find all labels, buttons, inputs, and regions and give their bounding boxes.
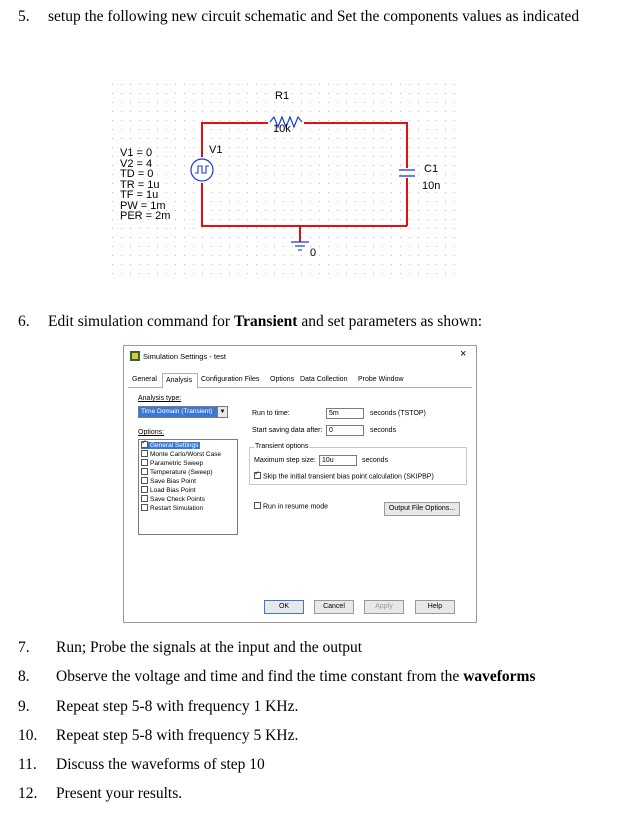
option-item[interactable] [141,469,213,476]
tab-configuration-files[interactable]: Configuration Files [201,376,260,383]
option-item[interactable] [141,442,200,449]
step-text: Repeat step 5-8 with frequency 1 KHz. [56,698,299,715]
tab-analysis-active[interactable] [162,373,198,389]
tab-probe-window[interactable]: Probe Window [358,376,404,383]
options-label: Options: [138,429,165,436]
skip-bias-label: Skip the initial transient bias point calculation (SKIPBP) [263,473,434,481]
step-10 [18,727,298,745]
v1-param: PER = 2m [120,210,171,222]
wire-ground [299,225,301,242]
step-text-bold: waveforms [463,668,536,685]
step-number: 5. [18,8,30,25]
r1-value: 10k [273,123,291,135]
step-12 [18,785,182,803]
analysis-type-value: Time Domain (Transient) [141,408,213,415]
step-number: 7. [18,639,30,656]
option-label: Save Check Points [150,496,205,504]
wire-top [201,122,407,124]
option-item[interactable] [141,496,205,503]
run-to-unit: seconds (TSTOP) [370,410,426,417]
step-number: 10. [18,727,38,744]
c1-name: C1 [424,163,439,175]
step-9 [18,698,298,716]
step-5 [18,8,579,26]
tab-options[interactable]: Options [270,376,295,383]
capacitor-icon [398,166,416,180]
option-item[interactable] [141,460,203,467]
cancel-button[interactable]: Cancel [314,600,354,614]
step-text: Discuss the waveforms of step 10 [56,756,265,773]
option-item[interactable] [141,451,221,458]
step-text: Run; Probe the signals at the input and the output [56,639,363,656]
v1-param: PW = 1m [120,199,166,212]
step-text: setup the following new circuit schematic and Set the components values as indicated [48,8,580,25]
v1-param: V1 = 0 [120,147,153,159]
step-number: 9. [18,698,30,715]
start-saving-unit: seconds [370,427,397,434]
tab-general[interactable]: General [132,376,157,383]
c1-value: 10n [422,180,441,192]
step-text: and set parameters as shown: [297,313,483,330]
circuit-schematic [108,80,458,280]
app-icon [130,351,140,361]
step-number: 6. [18,313,30,330]
output-file-options-button[interactable]: Output File Options... [384,502,460,516]
wire-left-bottom [201,183,203,226]
option-item[interactable] [141,487,196,494]
simulation-settings-dialog [123,345,477,623]
analysis-type-label: Analysis type: [138,395,182,402]
wire-bottom [201,225,407,227]
option-label: Monte Carlo/Worst Case [150,451,222,459]
ground-icon [291,241,309,253]
analysis-type-select[interactable] [138,406,228,418]
start-saving-input[interactable]: 0 [326,425,364,436]
r1-name: R1 [275,90,290,102]
ok-button[interactable]: OK [264,600,304,614]
help-button[interactable]: Help [415,600,455,614]
max-step-label: Maximum step size: [254,457,316,464]
v1-param: TF = 1u [120,189,159,201]
step-text: Repeat step 5-8 with frequency 5 KHz. [56,727,299,744]
wire-right-top [406,122,408,168]
option-label: Load Bias Point [150,487,196,495]
max-step-unit: seconds [362,457,389,464]
step-8 [18,668,536,686]
close-icon[interactable]: × [460,348,467,360]
checkbox-icon[interactable] [254,502,261,509]
tab-data-collection[interactable]: Data Collection [300,376,348,383]
step-number: 11. [18,756,37,773]
wire-left-top [201,122,203,157]
step-6 [18,313,482,331]
step-text: Present your results. [56,785,183,802]
resume-mode-checkbox[interactable] [254,503,328,510]
v1-params [120,148,170,222]
resume-mode-label: Run in resume mode [263,503,328,511]
v1-param: TR = 1u [120,178,160,191]
option-label: Parametric Sweep [150,460,204,468]
dialog-title: Simulation Settings - test [143,352,226,361]
options-list[interactable] [138,439,238,535]
step-text-bold: Transient [233,313,298,330]
option-label: Temperature (Sweep) [150,469,213,477]
wire-right-bottom [406,178,408,226]
run-to-input[interactable]: 5m [326,408,364,419]
transient-options-label: Transient options [255,443,309,450]
step-7 [18,639,362,657]
chevron-down-icon[interactable]: ▼ [217,407,227,417]
pulse-source-icon [189,157,215,183]
option-item[interactable] [141,478,196,485]
option-label: General Settings [150,442,199,450]
option-label: Save Bias Point [150,478,196,486]
checkbox-icon[interactable] [254,472,261,479]
option-label: Restart Simulation [150,505,204,513]
step-number: 12. [18,785,38,802]
skip-bias-checkbox[interactable] [254,473,434,480]
step-text: Observe the voltage and time and find the time constant from the [56,668,464,685]
apply-button[interactable]: Apply [364,600,404,614]
option-item[interactable] [141,505,203,512]
v1-name: V1 [209,144,223,156]
start-saving-label: Start saving data after: [252,427,323,434]
max-step-input[interactable]: 10u [319,455,357,466]
run-to-label: Run to time: [252,410,290,417]
v1-param: V2 = 4 [120,157,153,170]
ground-label: 0 [310,247,317,259]
step-text: Edit simulation command for [48,313,234,330]
tab-analysis-label: Analysis [166,377,193,384]
step-number: 8. [18,668,30,685]
v1-param: TD = 0 [120,168,154,180]
step-11 [18,756,265,774]
